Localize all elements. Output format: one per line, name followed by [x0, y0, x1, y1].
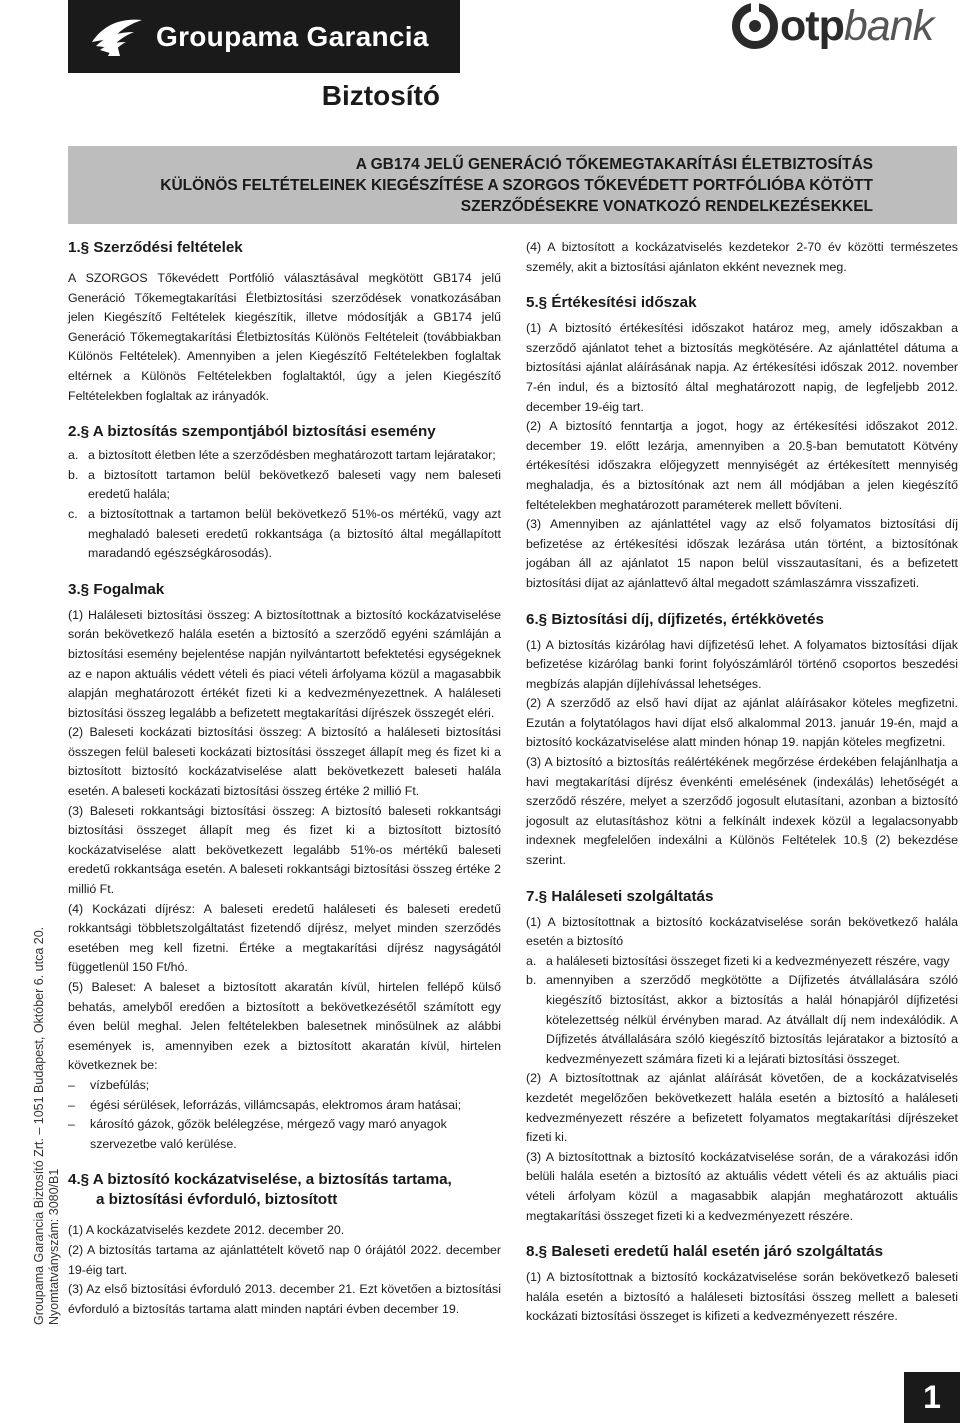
right-column — [526, 238, 958, 1327]
list-item: b. amennyiben a szerződő megkötötte a Díjfizetés átvállalására szóló kiegészítő biztosítást, akkor a biztosítás a halál hónapjáról díjfizetési kötelezettség nélkül érvényben marad. Az átvállalt díj nem indexálódik. A Díjfizetés átvállalására szóló kiegészítő biztosítás lejáratakor a biztosító a kedvezményezett számára fizeti ki a lejárati biztosítási összeget. — [526, 973, 958, 1066]
section-7-heading: 7.§ Haláleseti szolgáltatás — [526, 887, 714, 905]
term-label: (1) Haláleseti biztosítási összeg: — [68, 607, 250, 622]
section-4-heading: 4.§ A biztosító kockázatviselése, a biztosítás tartama, a biztosítási évforduló, biztosított — [68, 1171, 452, 1209]
term-label: (2) Baleseti kockázati biztosítási összeg: — [68, 725, 302, 740]
otp-logo-wordmark — [780, 2, 933, 51]
section-3-paragraph-3: (3) Baleseti rokkantsági biztosítási összeg: A biztosító baleseti rokkantsági biztosítási összeget állapít meg és fizet ki a biztosított biztosító kockázatviselése alatt bekövetkezett legalább 51%-os mértékű baleseti eredetű rokkantsága esetén. A baleseti rokkantsági biztosítási összeg értéke 2 millió Ft. — [68, 803, 501, 897]
side-imprint-company: Groupama Garancia Biztosító Zrt. – 1051 Budapest, Október 6. utca 20. — [32, 926, 46, 1325]
otp-logo-bold: otp — [780, 1, 844, 50]
section-6-paragraph-3: (3) A biztosító a biztosítás reálértékének megőrzése érdekében felajánlhatja a havi megtakarítási díjrész évenkénti emelésének (indexálás) lehetőségét a szerződő részére, melyet a szerződő jogosult elutasítani, azonban a biztosító jogosult az elutasításhoz kötni a felkínált indexek közül a legalacsonyabb indexnek megfelelően indexálni a Különös Feltételek 10.§ (2) bekezdése szerint. — [526, 755, 958, 868]
section-1-text: A SZORGOS Tőkevédett Portfólió választásával megkötött GB174 jelű Generáció Tőkemegtakarítási Életbiztosítási szerződések vonatkozásában jelen Kiegészítő Feltételek kiegészítik, illetve módosítják a GB174 jelű Generáció Tőkemegtakarítási Életbiztosítás Különös Feltételeit (továbbiakban Különös Feltételek). Amennyiben a jelen Kiegészítő Feltételekben foglaltak eltérnek a Különös Feltételekben foglaltaktól, úgy a jelen Kiegészítő Feltételekben foglaltak az irányadók. — [68, 271, 501, 403]
list-item: – vízbefúlás; — [68, 1077, 150, 1092]
groupama-logo — [68, 0, 460, 73]
section-3-heading: 3.§ Fogalmak — [68, 580, 165, 598]
title-banner — [68, 146, 957, 224]
section-5-paragraph-1: (1) A biztosító értékesítési időszakot határoz meg, amely időszakban a szerződő ajánlatot tehet a biztosítás megkötésére. Az ajánlattétel dátuma a biztosítási ajánlat aláírásának napja. Az értékesítési időszak 2012. november 7-én indul, és a biztosító által meghatározott napig, de legfeljebb 2012. december 19-éig tart. — [526, 321, 958, 414]
otp-logo — [732, 0, 960, 52]
side-imprint — [32, 895, 62, 1325]
section-6-heading: 6.§ Biztosítási díj, díjfizetés, értékkövetés — [526, 610, 824, 628]
term-label: (5) Baleset: — [68, 980, 137, 994]
section-6-paragraph-1: (1) A biztosítás kizárólag havi díjfizetésű lehet. A folyamatos biztosítási díjak befizetése kizárólag banki forint folyószámláról történő csoportos beszedési megbízás alapján díjlehívással lehetséges. — [526, 637, 958, 691]
list-item: b. a biztosított tartamon belül bekövetkező baleseti vagy nem baleseti eredetű halála; — [68, 467, 501, 502]
term-label: (3) Baleseti rokkantsági biztosítási összeg: — [68, 803, 316, 818]
section-8-heading: 8.§ Baleseti eredetű halál esetén járó szolgáltatás — [526, 1243, 884, 1261]
section-5-paragraph-3: (3) Amennyiben az ajánlattétel vagy az első folyamatos biztosítási díj befizetése az értékesítési időszak lezárása után történt, a biztosítónak jogában áll az ajánlatot 15 napon belül visszautasítani, és a befizetett biztosítási díjat az ajánlattevő által megadott számlaszámra visszafizeti. — [526, 517, 958, 590]
list-item: a. a biztosított életben léte a szerződésben meghatározott tartam lejáratakor; — [68, 448, 496, 463]
otp-logo-light: bank — [843, 1, 934, 50]
banner-line-3: SZERZŐDÉSEKRE VONATKOZÓ RENDELKEZÉSEKKEL — [460, 198, 873, 215]
section-6-paragraph-2: (2) A szerződő az első havi díjat az ajánlat aláírásakor köteles megfizetni. Ezután a folytatólagos havi díjat első alkalommal 2013. január 19-én, majd a biztosító kockázatviselése alatt minden hónap 19. napján köteles megfizetni. — [526, 696, 958, 750]
section-3-paragraph-4: (4) Kockázati díjrész: A baleseti eredetű haláleseti és baleseti eredetű rokkantsági többletszolgáltatást fizetendő díjrész, melyet minden szerződés esetében meg kell fizetni. Értéke a megtakarítási díjrész nagyságától függetlenül 150 Ft/hó. — [68, 901, 501, 975]
groupama-logo-text: Groupama Garancia — [156, 20, 429, 52]
banner-line-1: A GB174 JELŰ GENERÁCIÓ TŐKEMEGTAKARÍTÁSI ÉLETBIZTOSÍTÁS — [355, 156, 873, 173]
section-2-heading: 2.§ A biztosítás szempontjából biztosítási esemény — [68, 423, 436, 441]
list-item: a. a haláleseti biztosítási összeget fizeti ki a kedvezményezett részére, vagy — [526, 953, 950, 968]
left-column — [68, 238, 501, 1319]
section-3-paragraph-1: (1) Haláleseti biztosítási összeg: A biztosítottnak a biztosító kockázatviselése során bekövetkező halála esetén a biztosító a szerződő egyéni számláján a biztosítási esemény bejelentése napján nyilvántartott befektetési egységeknek az e napon aktuális védett vételi és piaci vételi árfolyama közül a magasabbik alapján meghatározott értékét fizeti ki a kedvezményezettnek. A haláleseti biztosítási összeg legalább a befizetett megtakarítási díjrészek összegét eléri. — [68, 607, 501, 720]
section-5-heading: 5.§ Értékesítési időszak — [526, 294, 697, 312]
section-1-heading: 1.§ Szerződési feltételek — [68, 239, 243, 256]
section-8-paragraph-1: (1) A biztosítottnak a biztosító kockázatviselése során bekövetkező baleseti halála esetén a biztosító a haláleseti biztosítási összeg mellett a baleseti kockázati biztosítási összeget is kifizeti a kedvezményezett részére. — [526, 1270, 958, 1324]
section-7-paragraph-2: (2) A biztosítottnak az ajánlat aláírását követően, de a kockázatviselés kezdetét megelőzően bekövetkezett halála esetén a biztosító a haláleseti kedvezményezett részére a befizetett folyamatos megtakarítási díjrészeket fizeti ki. — [526, 1071, 958, 1145]
section-4-paragraph-3: (3) Az első biztosítási évforduló 2013. december 21. Ezt követően a biztosítási évforduló a biztosítás tartama alatt minden naptári évben december 19. — [68, 1282, 501, 1316]
section-5-paragraph-2: (2) A biztosító fenntartja a jogot, hogy az értékesítési időszakot 2012. december 19. előtt lezárja, amennyiben a 20.§-ban bemutatott Kötvény értékesítési időszakra előjegyzett mennyiségét az értékesített mennyiség meghaladja, és a biztosítónak azt nem áll módjában a jelen kiegészítő feltételekben meghatározott paraméterek mellett bővíteni. — [526, 419, 958, 512]
list-item: – károsító gázok, gőzök belélegzése, mérgező vagy maró anyagok szervezetbe való kerülése. — [68, 1117, 447, 1151]
term-label: (4) Kockázati díjrész: — [68, 901, 196, 916]
groupama-dove-logo-icon — [86, 12, 146, 62]
list-item: – égési sérülések, leforrázás, villámcsapás, elektromos áram hatásai; — [68, 1097, 462, 1112]
otp-circle-logo-icon — [732, 3, 778, 49]
section-4-paragraph-2: (2) A biztosítás tartama az ajánlattételt követő nap 0 órájától 2022. december 19-éig tart. — [68, 1242, 501, 1277]
section-4-paragraph-1: (1) A kockázatviselés kezdete 2012. december 20. — [68, 1223, 345, 1238]
page-number: 1 — [904, 1372, 960, 1423]
section-3-paragraph-5: (5) Baleset: A baleset a biztosított akaratán kívül, hirtelen fellépő külső behatás, amelyből eredően a biztosított a bekövetkezésétől számított egy éven belül meghal. Jelen feltételekben balesetnek minősülnek az alábbi események is, amennyiben ezek a biztosított akaratán kívül, hirtelen következnek be: — [68, 980, 501, 1073]
section-7-paragraph-3: (3) A biztosítottnak a biztosító kockázatviselése során, de a várakozási időn belüli halála esetén a biztosító az aktuális védett vételi és az aktuális piaci vételi árfolyam közül a magasabbik alapján meghatározott aktuális megtakarítási összeget fizeti ki a kedvezményezett részére. — [526, 1149, 958, 1223]
section-3-paragraph-2: (2) Baleseti kockázati biztosítási összeg: A biztosító a haláleseti biztosítási összegen felül baleseti kockázati biztosítási összeget állapít meg és fizet ki a biztosított biztosító kockázatviselése alatt bekövetkezett baleseti halála esetén. A baleseti kockázati biztosítási összeg értéke 2 millió Ft. — [68, 725, 501, 799]
section-7-paragraph-1: (1) A biztosítottnak a biztosító kockázatviselése során bekövetkező halála esetén a biztosító — [526, 914, 958, 949]
banner-line-2: KÜLÖNÖS FELTÉTELEINEK KIEGÉSZÍTÉSE A SZORGOS TŐKEVÉDETT PORTFÓLIÓBA KÖTÖTT — [160, 177, 873, 194]
side-imprint-form-number: Nyomtatványszám: 3080/B1 — [47, 1168, 61, 1325]
list-item: c. a biztosítottnak a tartamon belül bekövetkező 51%-os mértékű, vagy azt meghaladó baleseti eredetű rokkantsága (a biztosító által megállapított maradandó egészségkárosodás). — [68, 506, 501, 561]
page-title: Biztosító — [321, 80, 440, 111]
section-4-paragraph-4: (4) A biztosított a kockázatviselés kezdetekor 2-70 év közötti természetes személy, akit a biztosítási ajánlaton ekként neveznek meg. — [526, 240, 958, 274]
